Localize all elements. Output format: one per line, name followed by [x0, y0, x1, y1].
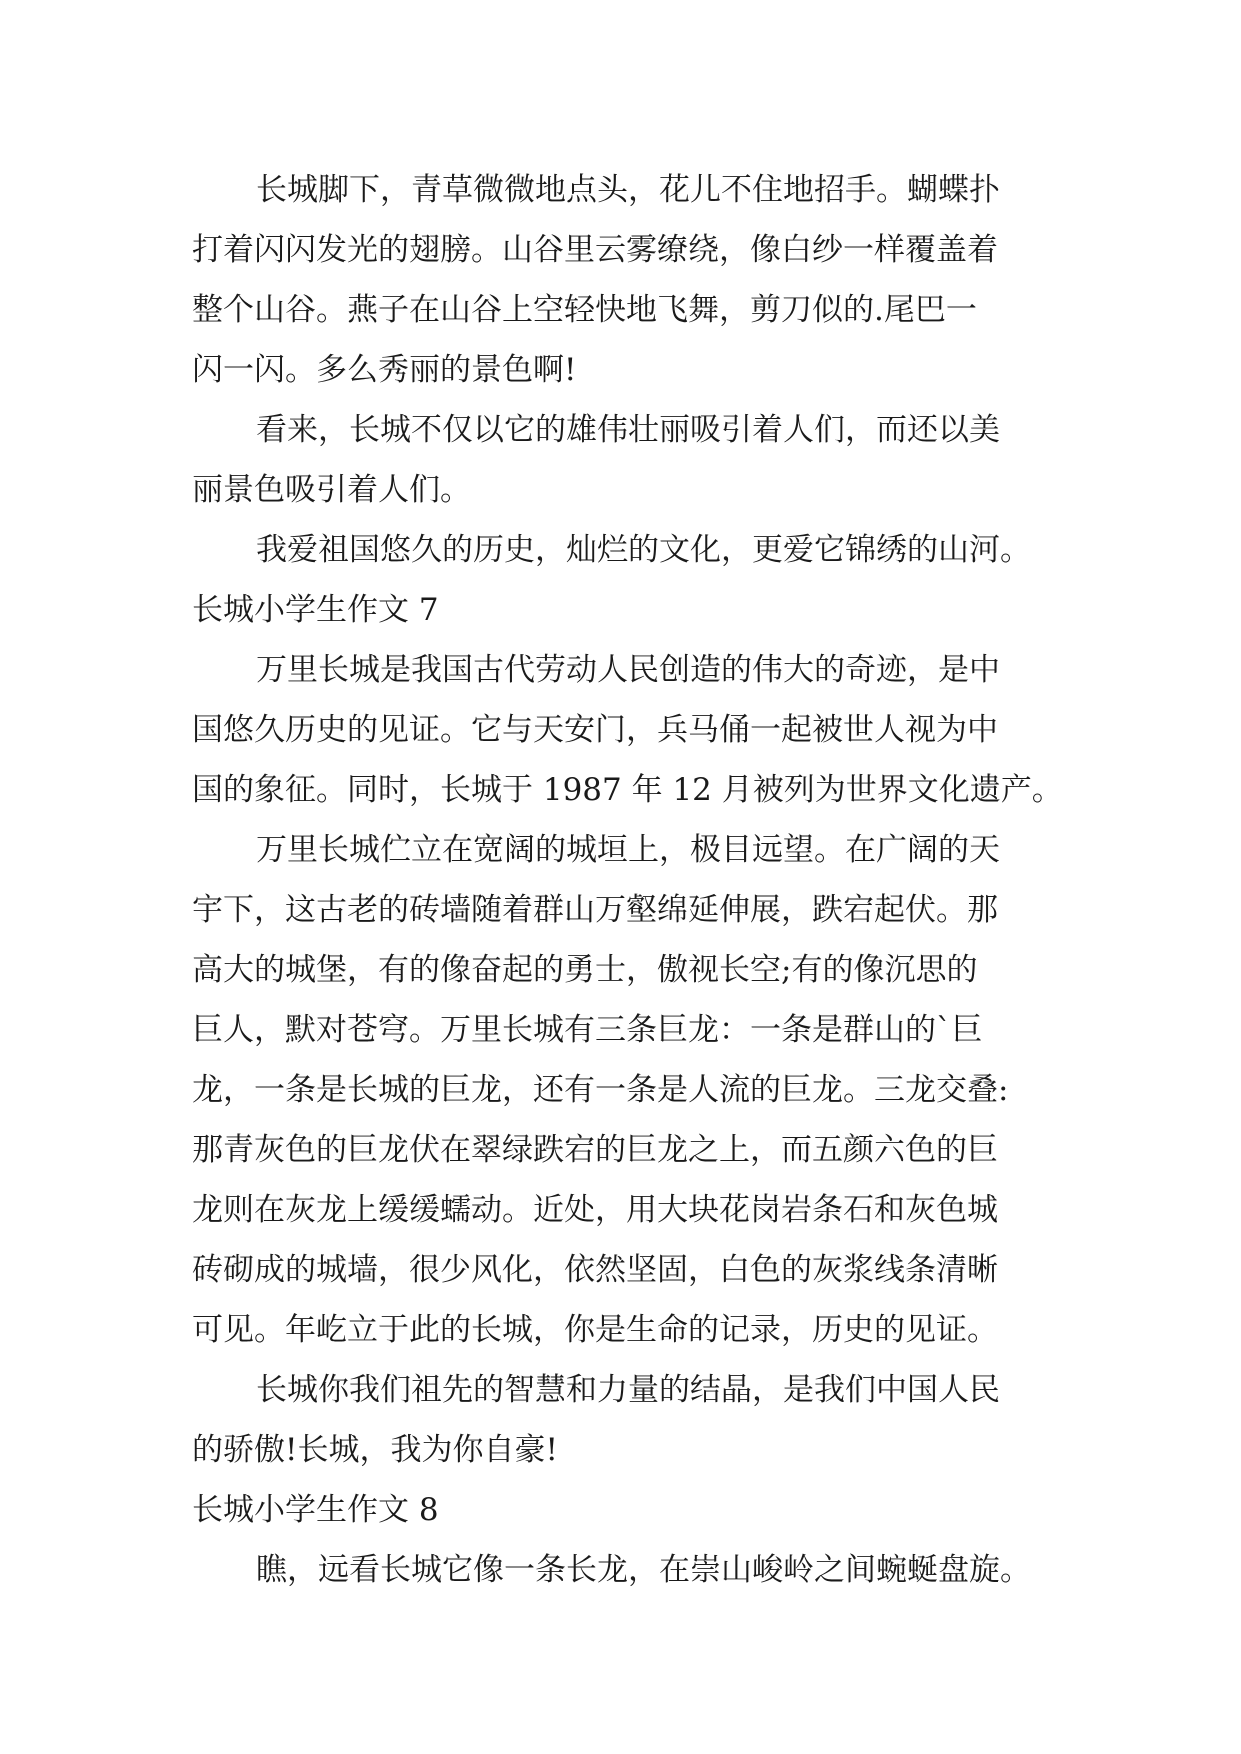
text-line: 长城你我们祖先的智慧和力量的结晶，是我们中国人民	[256, 1372, 1000, 1408]
text-line: 万里长城伫立在宽阔的城垣上，极目远望。在广阔的天	[256, 832, 1000, 868]
text-line: 龙则在灰龙上缓缓蠕动。近处，用大块花岗岩条石和灰色城	[192, 1192, 998, 1228]
text-line: 闪一闪。多么秀丽的景色啊!	[192, 352, 577, 388]
text-line: 看来，长城不仅以它的雄伟壮丽吸引着人们，而还以美	[256, 412, 1000, 448]
text-line: 长城脚下，青草微微地点头，花儿不住地招手。蝴蝶扑	[256, 172, 1000, 208]
text-line: 那青灰色的巨龙伏在翠绿跌宕的巨龙之上，而五颜六色的巨	[192, 1132, 998, 1168]
section-heading: 长城小学生作文 7	[192, 592, 439, 628]
text-line: 整个山谷。燕子在山谷上空轻快地飞舞，剪刀似的.尾巴一	[192, 292, 977, 328]
text-line: 宇下，这古老的砖墙随着群山万壑绵延伸展，跌宕起伏。那	[192, 892, 998, 928]
text-line: 丽景色吸引着人们。	[192, 472, 471, 508]
text-line: 国悠久历史的见证。它与天安门，兵马俑一起被世人视为中	[192, 712, 998, 748]
text-line: 高大的城堡，有的像奋起的勇士，傲视长空;有的像沉思的	[192, 952, 978, 988]
text-line: 巨人，默对苍穹。万里长城有三条巨龙：一条是群山的`巨	[192, 1012, 983, 1048]
section-heading: 长城小学生作文 8	[192, 1492, 439, 1528]
text-line: 龙，一条是长城的巨龙，还有一条是人流的巨龙。三龙交叠:	[192, 1072, 1009, 1108]
text-line: 国的象征。同时，长城于 1987 年 12 月被列为世界文化遗产。	[192, 772, 1063, 808]
text-line: 可见。年屹立于此的长城，你是生命的记录，历史的见证。	[192, 1312, 998, 1348]
text-line: 瞧，远看长城它像一条长龙，在崇山峻岭之间蜿蜒盘旋。	[256, 1552, 1031, 1588]
document-body	[192, 160, 1063, 1600]
text-line: 砖砌成的城墙，很少风化，依然坚固，白色的灰浆线条清晰	[192, 1252, 998, 1288]
text-line: 打着闪闪发光的翅膀。山谷里云雾缭绕，像白纱一样覆盖着	[192, 232, 998, 268]
text-line: 我爱祖国悠久的历史，灿烂的文化，更爱它锦绣的山河。	[256, 532, 1031, 568]
text-line: 的骄傲!长城，我为你自豪!	[192, 1432, 558, 1468]
text-line: 万里长城是我国古代劳动人民创造的伟大的奇迹，是中	[256, 652, 1000, 688]
